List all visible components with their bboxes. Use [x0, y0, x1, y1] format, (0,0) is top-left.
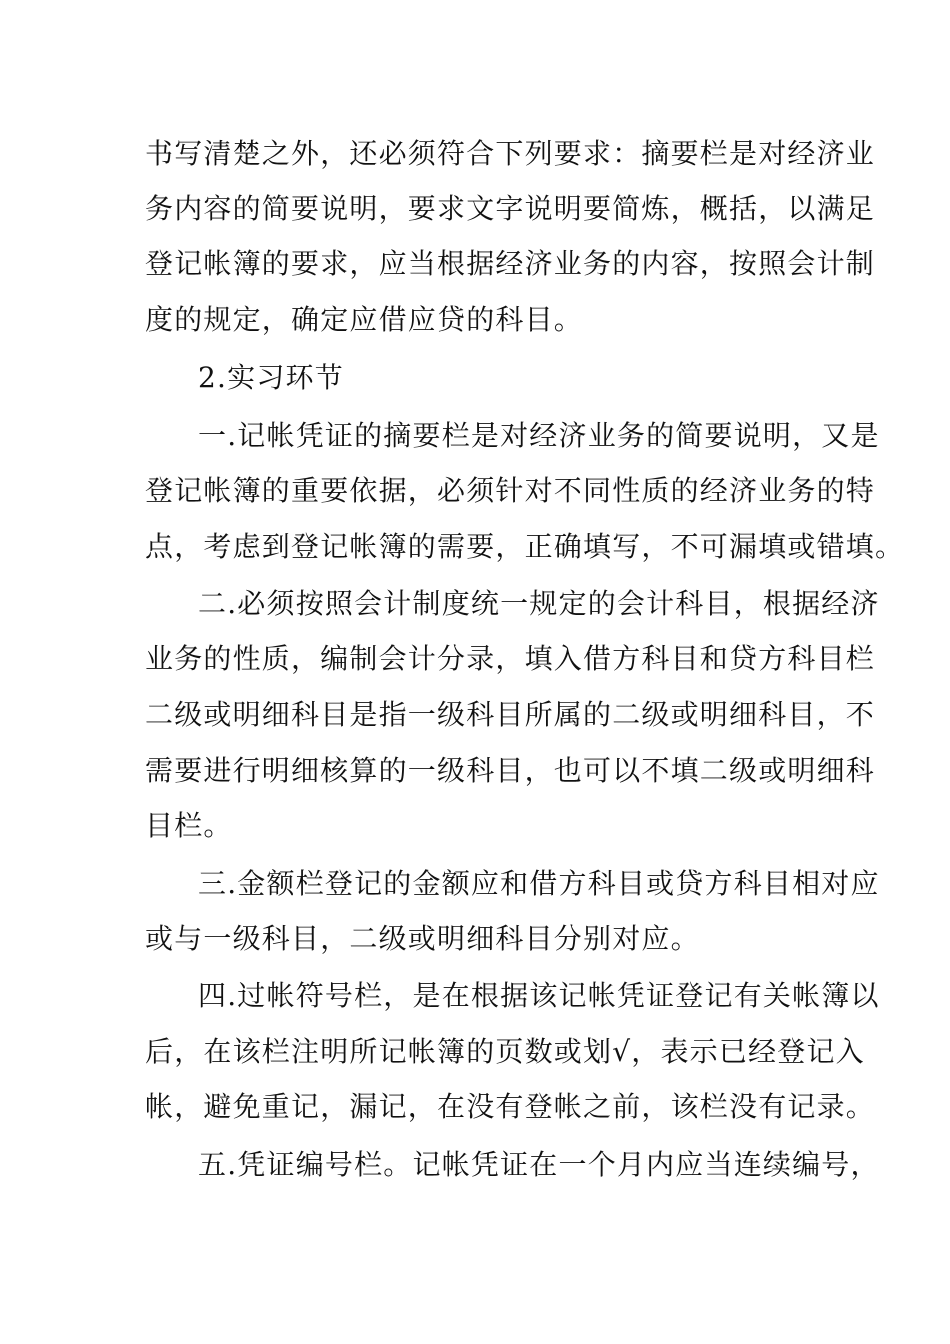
text-line: 度的规定，确定应借应贷的科目。 — [145, 303, 584, 336]
section-heading: 2.实习环节 — [198, 361, 344, 394]
paragraph-4-line: 四.过帐符号栏，是在根据该记帐凭证登记有关帐簿以 — [198, 979, 880, 1012]
paragraph-1-line: 登记帐簿的重要依据，必须针对不同性质的经济业务的特 — [145, 474, 876, 507]
text-line: 登记帐簿的要求，应当根据经济业务的内容，按照会计制 — [145, 247, 876, 280]
paragraph-2-line: 业务的性质，编制会计分录，填入借方科目和贷方科目栏 — [145, 642, 876, 675]
paragraph-3-line: 或与一级科目，二级或明细科目分别对应。 — [145, 922, 700, 955]
text-line: 务内容的简要说明，要求文字说明要简炼，概括，以满足 — [145, 192, 876, 225]
paragraph-5-line: 五.凭证编号栏。记帐凭证在一个月内应当连续编号， — [198, 1148, 880, 1181]
text-line: 书写清楚之外，还必须符合下列要求：摘要栏是对经济业 — [145, 137, 876, 170]
paragraph-1-line: 一.记帐凭证的摘要栏是对经济业务的简要说明，又是 — [198, 419, 880, 452]
paragraph-4-line: 后，在该栏注明所记帐簿的页数或划√，表示已经登记入 — [145, 1035, 865, 1068]
paragraph-2-line: 二.必须按照会计制度统一规定的会计科目，根据经济 — [198, 587, 880, 620]
paragraph-4-line: 帐，避免重记，漏记，在没有登帐之前，该栏没有记录。 — [145, 1090, 876, 1123]
paragraph-2-line: 二级或明细科目是指一级科目所属的二级或明细科目，不 — [145, 698, 876, 731]
paragraph-3-line: 三.金额栏登记的金额应和借方科目或贷方科目相对应 — [198, 867, 880, 900]
paragraph-2-line: 目栏。 — [145, 809, 233, 842]
paragraph-2-line: 需要进行明细核算的一级科目，也可以不填二级或明细科 — [145, 754, 876, 787]
paragraph-1-line: 点，考虑到登记帐簿的需要，正确填写，不可漏填或错填。 — [145, 530, 905, 563]
